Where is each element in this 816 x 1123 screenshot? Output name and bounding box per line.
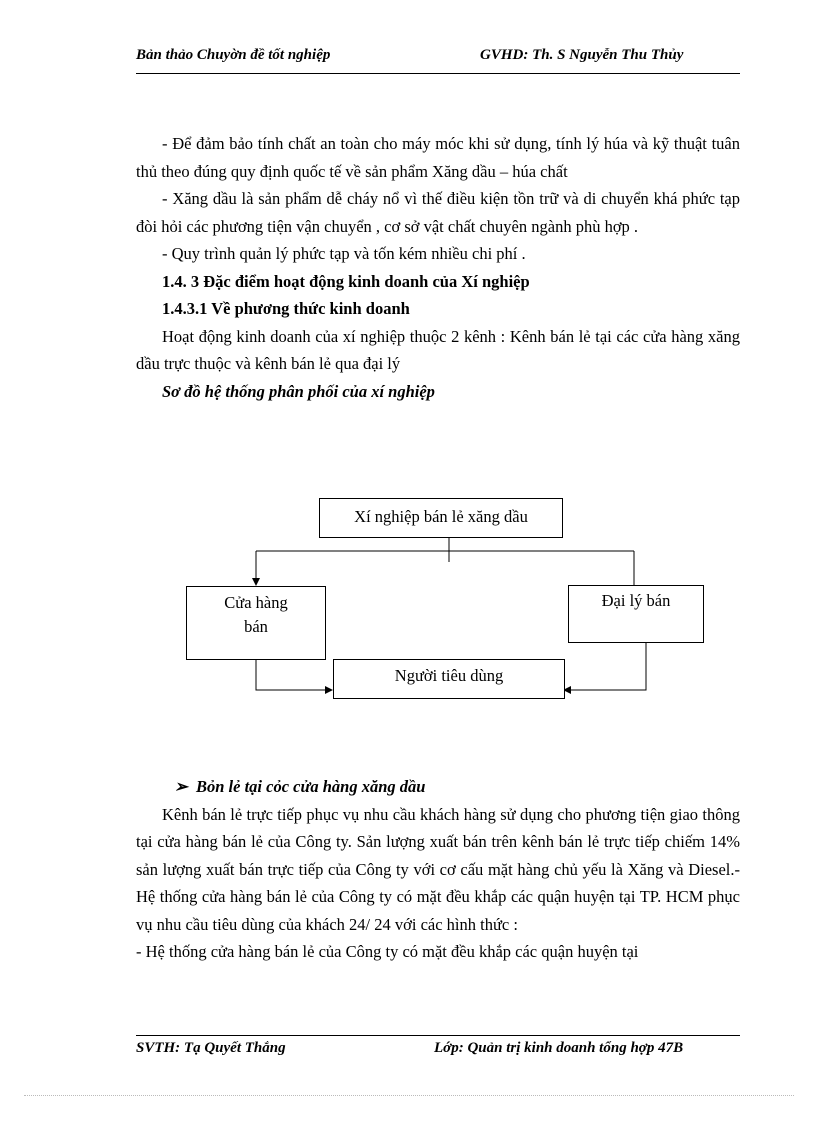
arrow-bullet-icon: ➢: [174, 777, 188, 796]
heading-business-method: 1.4.3.1 Về phương thức kinh doanh: [162, 299, 410, 318]
box-agent: [568, 585, 704, 643]
page-footer: [136, 1035, 740, 1056]
box-enterprise: [319, 498, 563, 538]
box-retail-store-line1: Cửa hàng: [224, 593, 288, 612]
paragraph-store-network: - Hệ thống cửa hàng bán lẻ của Công ty có mặt đều khắp các quận huyện tại: [136, 942, 639, 961]
connector-top-split: [256, 537, 634, 562]
bullet-safety: - Để đảm bảo tính chất an toàn cho máy móc khi sử dụng, tính lý húa và kỹ thuật tuân thủ theo đúng quy định quốc tế về sản phẩm Xăng dầu – húa chất: [136, 134, 740, 181]
footer-class: Lớp: Quản trị kinh doanh tổng hợp 47B: [434, 1040, 684, 1056]
box-consumer-label: Người tiêu dùng: [394, 666, 504, 685]
page-header: [136, 47, 740, 74]
paragraph-retail-channel: Kênh bán lẻ trực tiếp phục vụ nhu cầu khách hàng sử dụng cho phương tiện giao thông tại cửa hàng bán lẻ của Công ty. Sản lượng xuất bán trên kênh bán lẻ trực tiếp chiếm 14% sản lượng xuất bán trực tiếp của Công ty với cơ cấu mặt hàng chủ yếu là Xăng và Diesel.- Hệ thống cửa hàng bán lẻ của Công ty có mặt đều khắp các quận huyện tại TP. HCM phục vụ nhu cầu tiêu dùng của khách 24/ 24 với các hình thức :: [136, 804, 740, 934]
header-advisor: GVHD: Th. S Nguyễn Thu Thủy: [480, 47, 684, 63]
bullet-flammable: - Xăng dầu là sản phẩm dễ cháy nổ vì thế điều kiện tồn trữ và di chuyển khá phức tạp đòi hỏi các phương tiện vận chuyển , cơ sở vật chất chuyên ngành phù hợp .: [136, 189, 740, 236]
footer-student: SVTH: Tạ Quyết Thắng: [136, 1040, 286, 1056]
heading-business-features: 1.4. 3 Đặc điểm hoạt động kinh doanh của Xí nghiệp: [162, 271, 530, 291]
box-enterprise-label: Xí nghiệp bán lẻ xăng dầu: [354, 507, 528, 526]
box-agent-label: Đại lý bán: [601, 591, 671, 610]
section-retail: [136, 773, 740, 966]
box-retail-store: [186, 586, 326, 660]
box-retail-store-line2: bán: [244, 617, 268, 636]
box-consumer: [333, 659, 565, 699]
diagram-title: Sơ đồ hệ thống phân phối của xí nghiệp: [162, 381, 435, 401]
paragraph-channels: Hoạt động kinh doanh của xí nghiệp thuộc 2 kênh : Kênh bán lẻ tại các cửa hàng xăng dầu trực thuộc và kênh bán lẻ qua đại lý: [136, 326, 740, 373]
heading-retail-stores: [136, 773, 740, 801]
header-document-title: Bản thảo Chuyờn đề tốt nghiệp: [136, 47, 331, 63]
heading-retail-stores-text: Bỏn lẻ tại cỏc cửa hàng xăng dầu: [196, 777, 426, 796]
section-characteristics: [136, 130, 740, 405]
page-edge-divider: [24, 1095, 794, 1096]
bullet-management: - Quy trình quản lý phức tạp và tốn kém nhiều chi phí .: [162, 244, 526, 263]
